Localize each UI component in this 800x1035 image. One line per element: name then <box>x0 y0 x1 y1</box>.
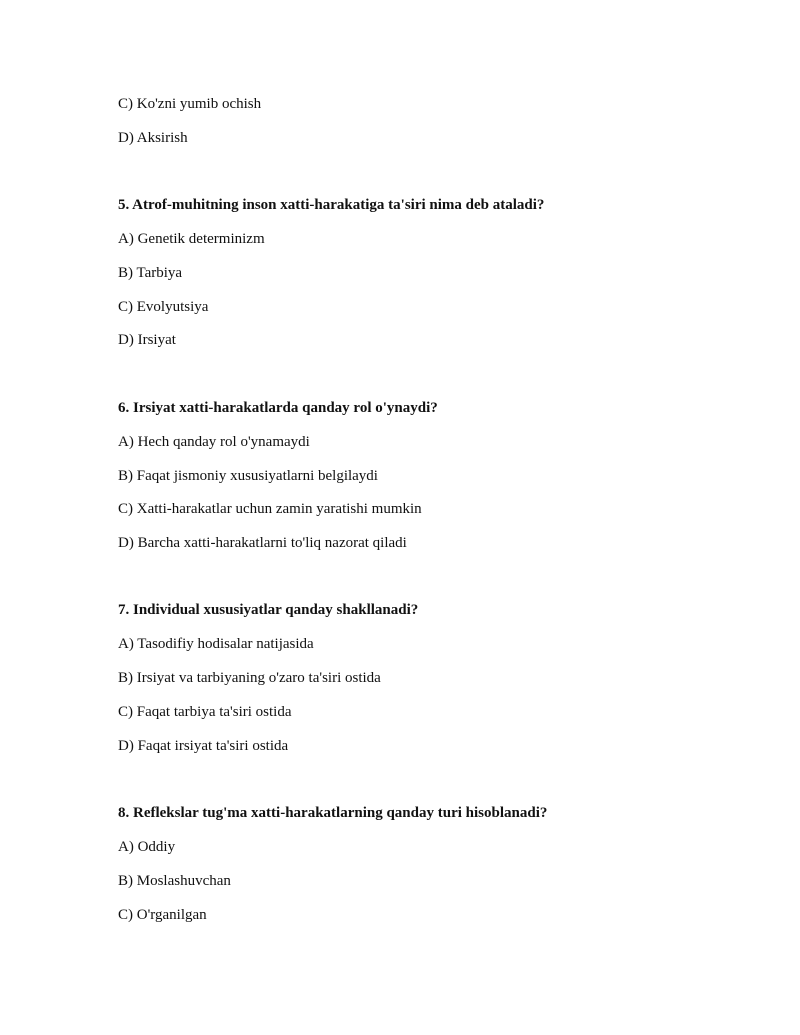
option-text: D) Faqat irsiyat ta'siri ostida <box>118 738 289 754</box>
option-text: D) Irsiyat <box>118 332 176 348</box>
option-text: B) Moslashuvchan <box>118 873 231 889</box>
option-text: C) Ko'zni yumib ochish <box>118 96 262 112</box>
option-text: A) Oddiy <box>118 839 176 855</box>
option-text: B) Faqat jismoniy xususiyatlarni belgilaydi <box>118 468 378 484</box>
option-text: B) Tarbiya <box>118 265 183 281</box>
option-text: A) Hech qanday rol o'ynamaydi <box>118 434 310 450</box>
option-text: C) Evolyutsiya <box>118 299 209 315</box>
question-text: 6. Irsiyat xatti-harakatlarda qanday rol o'ynaydi? <box>118 400 438 416</box>
option-text: C) Xatti-harakatlar uchun zamin yaratishi mumkin <box>118 501 422 517</box>
question-text: 5. Atrof-muhitning inson xatti-harakatiga ta'siri nima deb ataladi? <box>118 197 545 213</box>
option-text: B) Irsiyat va tarbiyaning o'zaro ta'siri ostida <box>118 670 381 686</box>
option-text: A) Genetik determinizm <box>118 231 265 247</box>
question-text: 8. Reflekslar tug'ma xatti-harakatlarning qanday turi hisoblanadi? <box>118 805 548 821</box>
option-text: D) Barcha xatti-harakatlarni to'liq nazorat qiladi <box>118 535 407 551</box>
option-text: A) Tasodifiy hodisalar natijasida <box>118 636 314 652</box>
question-text: 7. Individual xususiyatlar qanday shakllanadi? <box>118 602 419 618</box>
option-text: C) O'rganilgan <box>118 907 207 923</box>
option-text: C) Faqat tarbiya ta'siri ostida <box>118 704 292 720</box>
option-text: D) Aksirish <box>118 130 188 146</box>
